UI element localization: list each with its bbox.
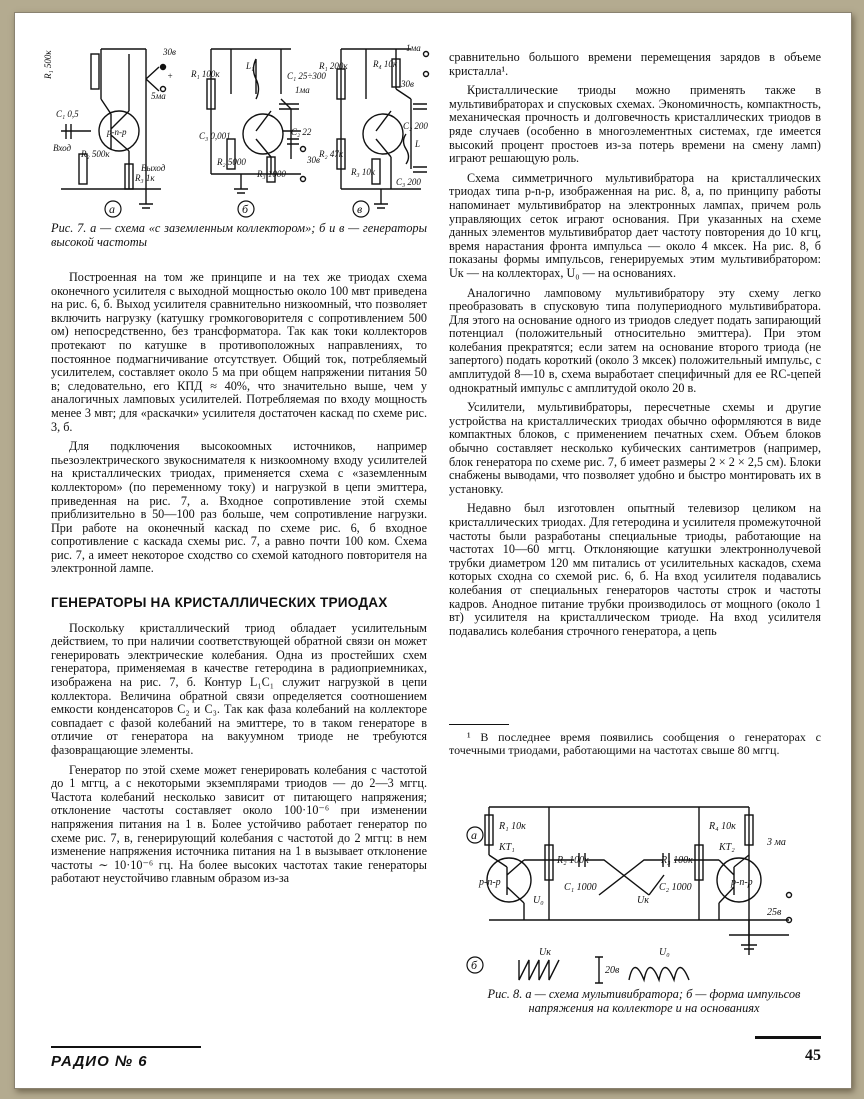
- fig7-a-r3: R₃ 1к: [135, 173, 155, 183]
- fig7-a-out: Выход: [141, 163, 166, 173]
- figure-7-caption: [51, 221, 427, 249]
- fig8-uk: Uк: [637, 895, 649, 906]
- fig8-label-a: а: [471, 828, 477, 842]
- fig7-c-ma: 1ма: [406, 43, 421, 53]
- left-paragraph-4: Генератор по этой схеме может генерировать колебания с частотой до 1 мггц, а с некоторыми экземплярами триодов — до 2—3 мггц. Частота колебаний несколько зависит от питающего напряжения; отклонение частоты составляет около 100·10⁻⁶ при изменении напряжения питания на 1 в. Более устойчиво работает генератор по схеме рис. 7, в, генерирующий колебания с частотой до 2 мггц: в нем изменение напряжения источника питания на 1 в вызывает отклонение частоты ∼ 10·10⁻⁶ гц. На более высоких частотах такие генераторы работают неустойчиво главным образом из-за: [51, 762, 427, 886]
- fig7-c-l: L: [415, 139, 421, 149]
- fig7-c-c2: C₂ 200: [403, 121, 428, 131]
- fig7-label-c: в: [357, 202, 363, 216]
- figure-8-caption-number: Рис. 8.: [487, 987, 523, 1001]
- figure-7-caption-number: Рис. 7.: [51, 221, 87, 235]
- fig7-b-r1: R₁ 100к: [191, 69, 220, 79]
- fig8-wave-u0: U₀: [659, 947, 670, 958]
- fig8-r3: R₃ 100к: [661, 855, 693, 866]
- right-paragraph-1: сравнительно большого времени перемещения зарядов в объеме кристалла¹.: [449, 50, 821, 78]
- right-paragraph-4: Аналогично ламповому мультивибратору эту схему легко преобразовать в спусковую типа полупериодного мультивибратора. Для этого на основание одного из триодов следует подать запирающий потенциал (положительный относительно эмиттера). При этом колебания прекратятся; если затем на основание второго триода (не запертого) подать короткий (около 3 мксек) положительный импульс, с амплитудой 8—10 в, схема выработает специфичный для ее RC-цепей однократный импульс с амплитудой около 20 в.: [449, 285, 821, 395]
- fig7-b-r3: R₃ 1000: [257, 169, 286, 179]
- page-number: 45: [805, 1047, 821, 1064]
- journal-page: [14, 12, 852, 1089]
- figure-8: [449, 795, 821, 995]
- fig7-b-l1: L₁: [246, 61, 255, 71]
- fig7-c-r2: R₂ 47к: [319, 149, 344, 159]
- footer-rule-left: [51, 1046, 201, 1048]
- fig7-a-in: Вход: [53, 143, 72, 153]
- fig8-r2: R₂ 100к: [557, 855, 589, 866]
- fig8-v: 25в: [767, 907, 782, 918]
- fig7-b-ma: 1ма: [295, 85, 310, 95]
- fig7-b-v: 30в: [307, 155, 320, 165]
- fig7-b-r2: R₂ 5000: [217, 157, 246, 167]
- fig7-label-a: а: [109, 202, 115, 216]
- fig8-c1: C₁ 1000: [564, 882, 597, 893]
- fig7-a-plus: +: [167, 71, 174, 81]
- fig7-c-r1: R₁ 200к: [319, 61, 348, 71]
- fig7-a-v: 30в: [163, 47, 176, 57]
- figure-7: [43, 39, 428, 219]
- right-paragraph-5: Усилители, мультивибраторы, пересчетные схемы и другие устройства на кристаллических триодах обычно оформляются в виде компактных блоков, с применением печатных схем. Объем блоков обычно составляет несколько кубических сантиметров (например, блок генератора по схеме рис. 7, б имеет размеры 2 × 2 × 2,5 см). Блоки снабжены выводами, что позволяет удобно и быстро монтировать их в установку.: [449, 400, 821, 496]
- fig8-c2: C₂ 1000: [659, 882, 692, 893]
- fig7-a-r1: R₁ 500к: [43, 50, 53, 79]
- figure-8-schematic: [449, 795, 821, 995]
- fig7-b-c2: C₂ 22: [291, 127, 312, 137]
- fig7-b-c3: C₃ 0,001: [199, 131, 231, 141]
- fig8-r4: R₄ 10к: [709, 821, 736, 832]
- left-paragraph-3: Поскольку кристаллический триод обладает усилительным действием, то при наличии соответствующей обратной связи он может генерировать электрические колебания. Одна из простейших схем генератора, применяемая в качестве гетеродина в радиоприемниках, изображена на рис. 7, б. Контур L₁C₁ служит нагрузкой в цепи коллектора. Величина обратной связи определяется соотношением емкости конденсаторов C₂ и C₃. Так как фаза колебаний на коллекторе совпадает с фазой колебаний на эмиттере, то в таком генераторе в отличие от генератора на вакуумном триоде не требуются фазовращающие элементы.: [51, 620, 427, 757]
- journal-title: РАДИО № 6: [51, 1053, 148, 1070]
- fig7-c-r4: R₄ 10к: [373, 59, 398, 69]
- footer-rule-right: [755, 1036, 821, 1039]
- footnote: ¹ В последнее время появились сообщения о генераторах с точечными триодами, работающими на частотах свыше 80 мггц.: [449, 730, 821, 758]
- fig8-wave-uk: Uк: [539, 947, 551, 958]
- fig7-a-pnp: p-n-p: [107, 127, 127, 137]
- fig7-label-b: б: [242, 202, 249, 216]
- fig8-kt1: KT₁: [499, 842, 515, 853]
- right-paragraph-6: Недавно был изготовлен опытный телевизор целиком на кристаллических триодах. Для гетеродина и усилителя промежуточной частоты были разработаны специальные триоды, работающие на частотах 10—60 мггц. Отклоняющие катушки электроннолучевой трубки диаметром 120 мм питались от усилительных каскадов, схема которых сходна со схемой рис. 6, б. На вход усилителя подавались колебания от специальных генераторов частоты строк и частоты кадров. Анодное питание трубки производилось от мощного (около 1 вт) усилителя на кристаллическом триоде. На вход усилителя подавались колебания строчного генератора, а цепь: [449, 501, 821, 638]
- figure-7-schematics: [43, 39, 428, 219]
- footnote-rule: [449, 724, 509, 725]
- fig8-r1: R₁ 10к: [499, 821, 526, 832]
- right-paragraph-3: Схема симметричного мультивибратора на кристаллических триодах типа p-n-p, изображенная на рис. 8, а, по принципу работы напоминает мультивибратор на электронных лампах, причем роль управляющих сеток играют основания. При указанных на схеме данных элементов мультивибратор дает частоту повторения до 10 кгц, время нарастания фронта импульса — около 4 мксек. На рис. 8, б показаны формы импульсов, генерируемых этим мультивибратором: Uк — на коллекторах, U₀ — на основаниях.: [449, 170, 821, 280]
- left-paragraph-1: Построенная на том же принципе и на тех же триодах схема оконечного усилителя с выходной мощностью около 100 мвт приведена на рис. 6, б. Выход усилителя сравнительно низкоомный, что позволяет включить нагрузку (катушку громкоговорителя с сопротивлением 500 ом) непосредственно, без трансформатора. Так как токи коллекторов протекают по катушке в противоположных направлениях, то постоянное подмагничивание отсутствует. Общий ток, потребляемый усилителем, составляет около 5 ма при общем напряжении питания 50 в; следовательно, его КПД ≈ 40%, что значительно выше, чем у аналогичных ламповых усилителей. Потребляемая по входу мощность менее 3 мвт; для «раскачки» усилителя достаточен каскад по схеме рис. 3, б.: [51, 270, 427, 434]
- right-paragraph-2: Кристаллические триоды можно применять также в мультивибраторах и спусковых схемах. Экономичность, компактность, механическая прочность и долговечность кристаллических триодов в ряде случаев (особенно в многоэлементных системах, где имеется высокий процент простоев из-за потерь времени на смену ламп) играют решающую роль.: [449, 83, 821, 166]
- fig8-u0: U₀: [533, 895, 544, 906]
- fig7-c-r3: R₃ 10к: [351, 167, 376, 177]
- fig7-b-c1: C₁ 25÷300: [287, 71, 326, 81]
- fig7-a-ma: 5ма: [151, 91, 166, 101]
- figure-8-caption-text: а — схема мультивибратора; б — форма импульсов напряжения на коллекторе и на основаниях: [525, 987, 801, 1015]
- fig8-amp: 20в: [605, 965, 620, 976]
- fig7-a-r2: R₂ 500к: [81, 149, 110, 159]
- left-paragraph-2: Для подключения высокоомных источников, например пьезоэлектрического звукоснимателя к низкоомному входу усилителей на кристаллических триодах, применяется схема с «заземленным коллектором» (по переменному току) и нагрузкой в цепи эмиттера, приведенная на рис. 7, а. Входное сопротивление этой схемы приблизительно в 50—100 раз больше, чем сопротивление нагрузки. При работе на оконечный каскад по схеме рис. 6, б входное сопротивление с каскада схемы рис. 7, а равно почти 100 ком. Схема рис. 7, а имеет некоторое сходство со схемой катодного повторителя на электронной лампе.: [51, 439, 427, 576]
- section-heading: ГЕНЕРАТОРЫ НА КРИСТАЛЛИЧЕСКИХ ТРИОДАХ: [51, 595, 388, 611]
- figure-7-caption-text: а — схема «с заземленным коллектором»; б и в — генераторы высокой частоты: [51, 221, 427, 249]
- figure-8-caption: [479, 987, 809, 1015]
- fig8-pnp-right: p-n-p: [731, 877, 753, 888]
- fig7-c-v: 30в: [401, 79, 414, 89]
- fig7-a-c1: C₁ 0,5: [56, 109, 79, 119]
- fig8-kt2: KT₂: [719, 842, 735, 853]
- fig8-label-b: б: [471, 958, 478, 972]
- fig8-pnp-left: p-n-p: [479, 877, 501, 888]
- fig8-ma: 3 ма: [767, 837, 786, 848]
- fig7-c-c3: C₃ 200: [396, 177, 421, 187]
